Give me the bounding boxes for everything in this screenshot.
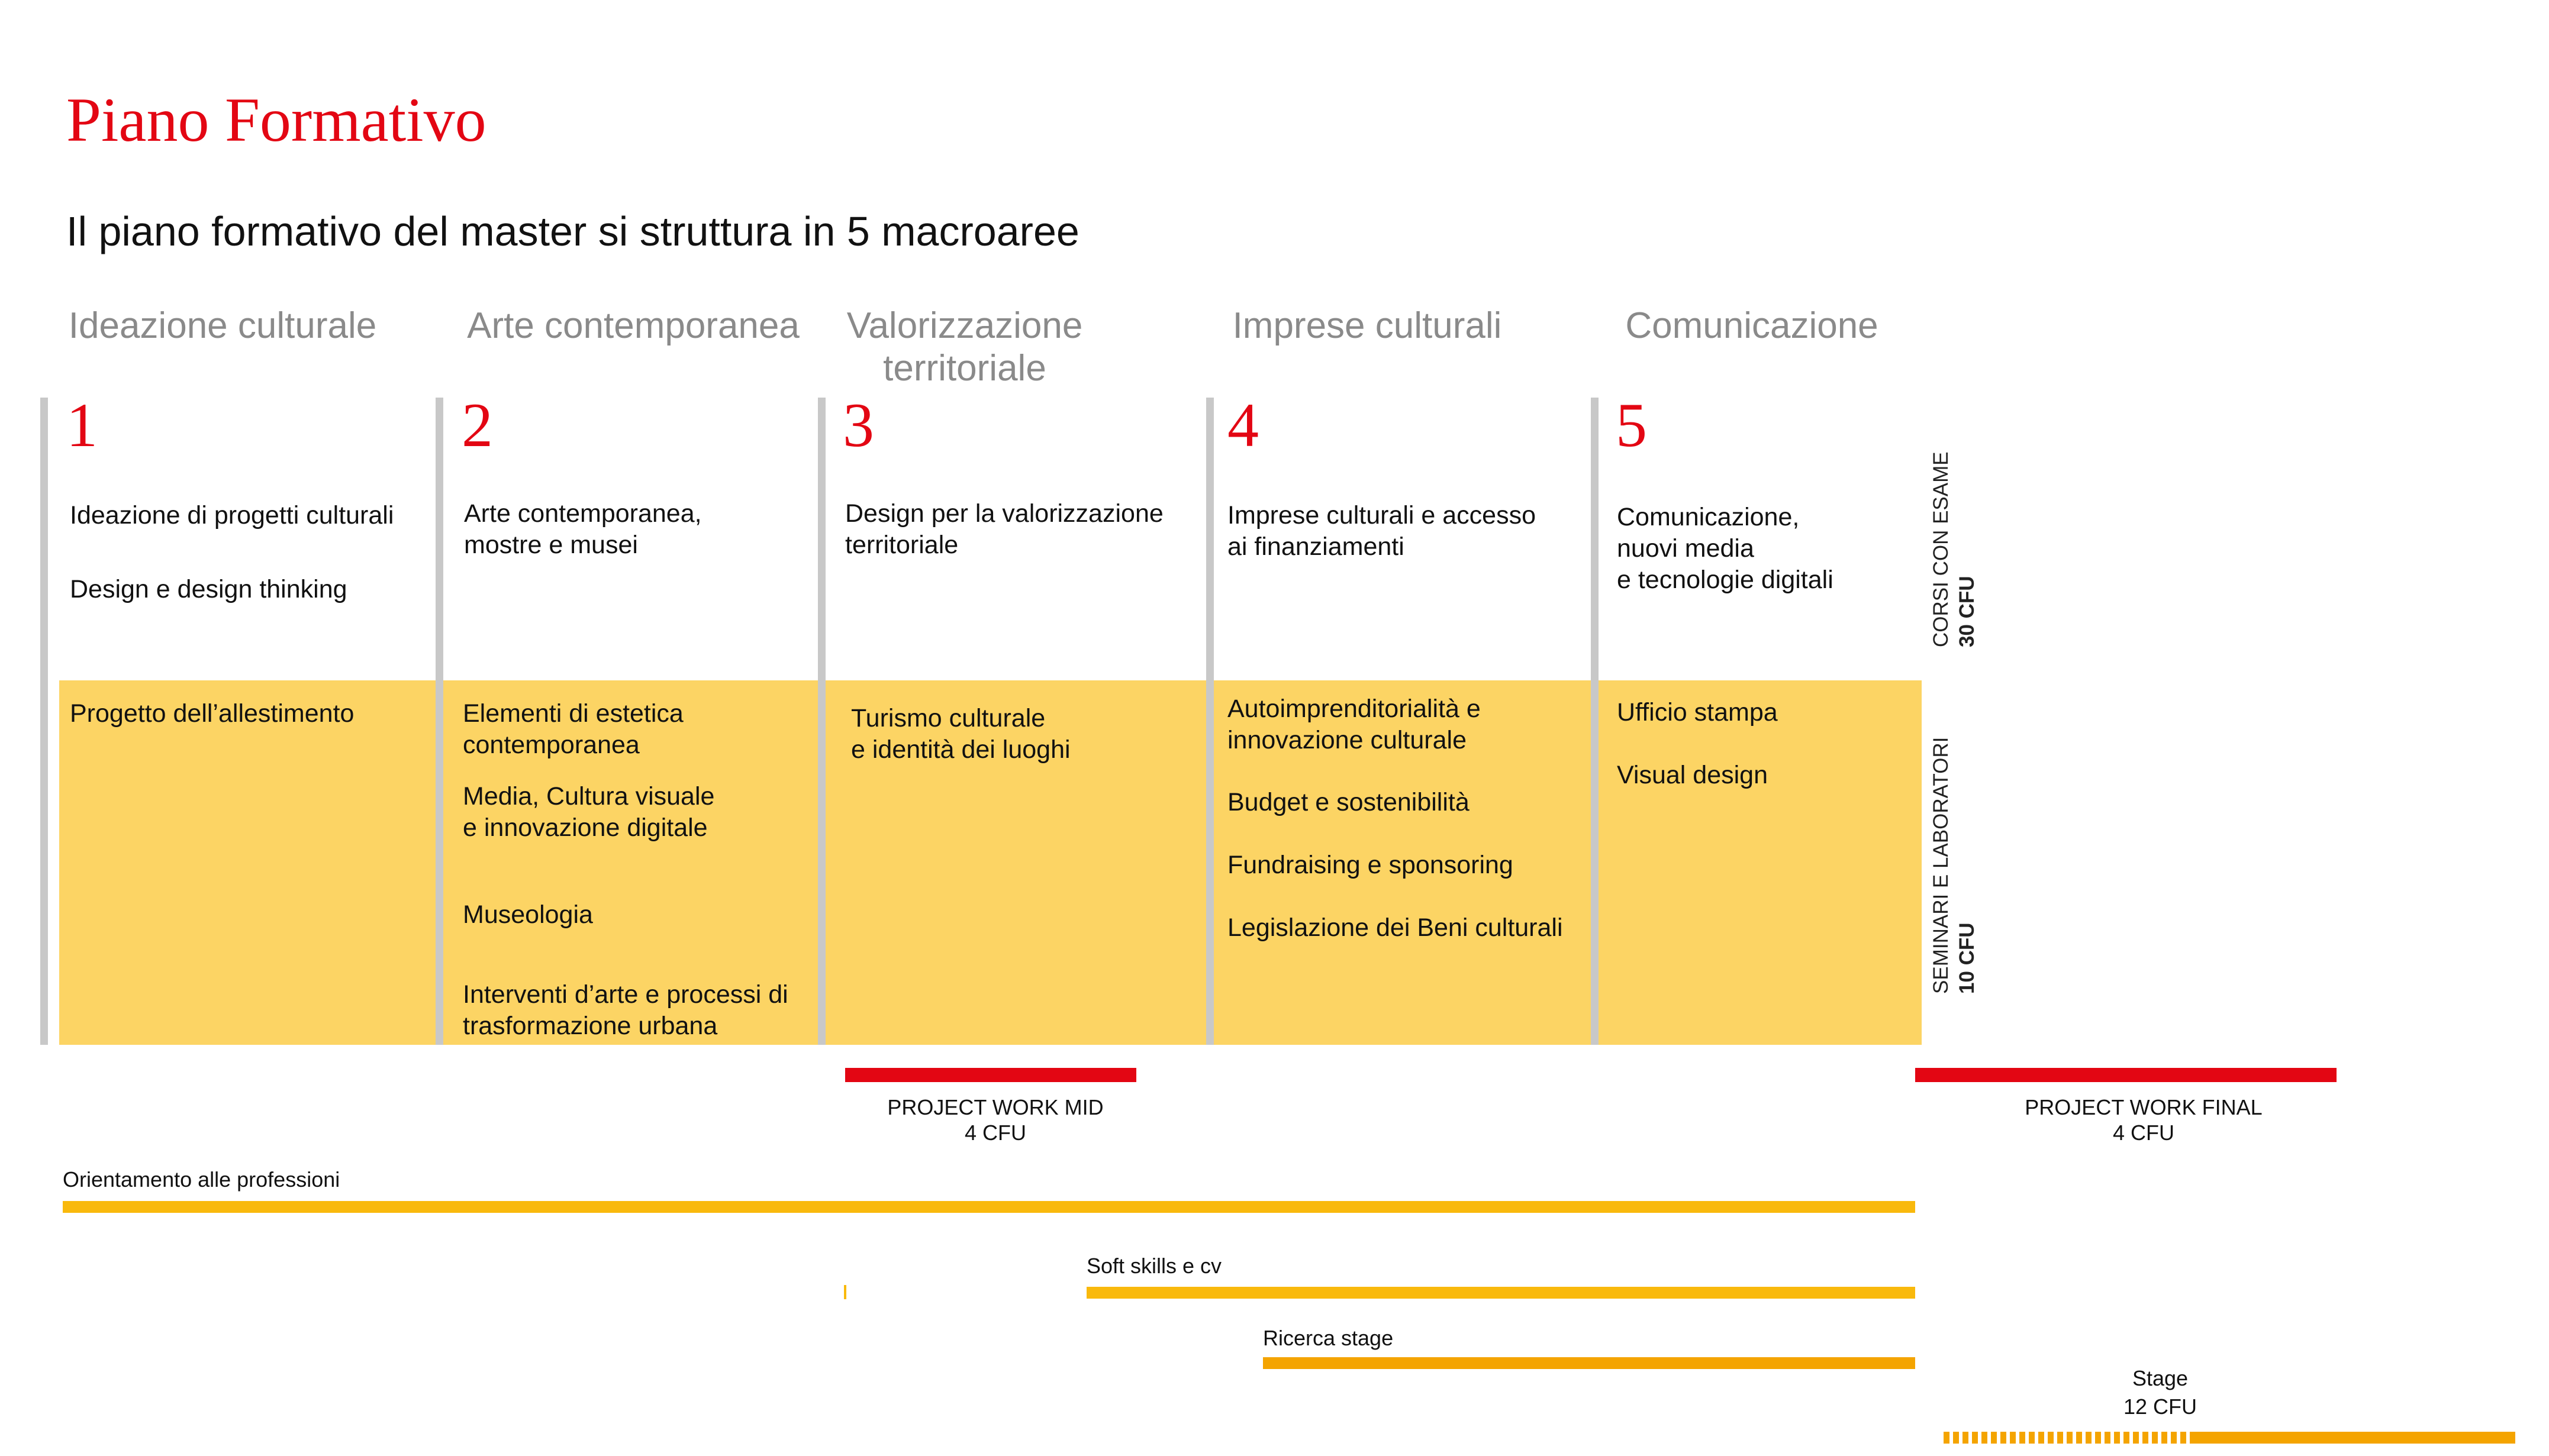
- area-number-3: 3: [843, 390, 874, 460]
- page-subtitle: Il piano formativo del master si struttura in 5 macroaree: [66, 208, 1079, 254]
- lab-item: Fundraising e sponsoring: [1227, 851, 1513, 879]
- lab-item: Visual design: [1617, 761, 1768, 789]
- labs-side-label: [1928, 737, 1980, 994]
- soft-skills-bar: [1087, 1287, 1915, 1299]
- lab-item: Autoimprenditorialità e innovazione culturale: [1227, 695, 1481, 754]
- labs-side-label-text: SEMINARI E LABORATORI: [1929, 737, 1952, 994]
- course-item: Design per la valorizzazione territoriale: [845, 499, 1164, 559]
- project-work-mid-bar: [845, 1068, 1136, 1082]
- course-item: Arte contemporanea, mostre e musei: [464, 499, 702, 559]
- page-title: Piano Formativo: [66, 85, 486, 154]
- lab-item: Budget e sostenibilità: [1227, 788, 1470, 816]
- ricerca-stage-label: Ricerca stage: [1263, 1326, 1394, 1350]
- lab-item: Turismo culturale e identità dei luoghi: [851, 704, 1071, 764]
- area-number-2: 2: [462, 390, 493, 460]
- course-item: Ideazione di progetti culturali: [70, 501, 394, 530]
- area-heading-3: Valorizzazione territoriale: [846, 305, 1083, 389]
- stage-credits: 12 CFU: [2123, 1394, 2197, 1419]
- labs-side-label-credits: 10 CFU: [1955, 922, 1978, 994]
- lab-item: Interventi d’arte e processi di trasformazione urbana: [463, 980, 788, 1040]
- stage-bar-dashed: [1944, 1432, 2198, 1444]
- lab-item: Elementi di estetica contemporanea: [463, 699, 684, 759]
- courses-side-label-credits: 30 CFU: [1955, 576, 1978, 647]
- soft-skills-tick: [844, 1285, 846, 1299]
- courses-side-label-text: CORSI CON ESAME: [1929, 451, 1952, 647]
- course-item: Design e design thinking: [70, 575, 347, 603]
- project-work-mid-label: PROJECT WORK MID: [887, 1095, 1104, 1119]
- course-item: Imprese culturali e accesso ai finanziamenti: [1227, 501, 1536, 561]
- course-item: Comunicazione, nuovi media e tecnologie digitali: [1617, 503, 1833, 594]
- area-divider-1: [40, 398, 48, 1045]
- area-divider-4: [1206, 398, 1214, 1045]
- area-heading-2: Arte contemporanea: [467, 305, 800, 346]
- area-divider-2: [436, 398, 443, 1045]
- area-number-4: 4: [1227, 390, 1259, 460]
- stage-bar: [2196, 1432, 2515, 1444]
- orientamento-bar: [63, 1201, 1915, 1213]
- area-divider-3: [818, 398, 826, 1045]
- area-divider-5: [1591, 398, 1599, 1045]
- area-number-1: 1: [66, 390, 98, 460]
- project-work-mid-credits: 4 CFU: [964, 1121, 1026, 1145]
- lab-item: Ufficio stampa: [1617, 698, 1778, 727]
- lab-item: Media, Cultura visuale e innovazione digitale: [463, 782, 715, 842]
- project-work-final-label: PROJECT WORK FINAL: [2025, 1095, 2263, 1119]
- courses-side-label: [1928, 451, 1980, 647]
- lab-item: Legislazione dei Beni culturali: [1227, 913, 1563, 942]
- orientamento-label: Orientamento alle professioni: [63, 1167, 340, 1192]
- project-work-final-credits: 4 CFU: [2112, 1121, 2174, 1145]
- area-heading-4: Imprese culturali: [1232, 305, 1502, 346]
- project-work-final-bar: [1915, 1068, 2337, 1082]
- stage-label: Stage: [2132, 1366, 2189, 1390]
- soft-skills-label: Soft skills e cv: [1087, 1254, 1222, 1278]
- area-heading-5: Comunicazione: [1625, 305, 1878, 346]
- area-heading-1: Ideazione culturale: [68, 305, 377, 346]
- lab-item: Progetto dell’allestimento: [70, 699, 355, 728]
- lab-item: Museologia: [463, 900, 593, 929]
- ricerca-stage-bar: [1263, 1357, 1915, 1369]
- area-number-5: 5: [1616, 390, 1647, 460]
